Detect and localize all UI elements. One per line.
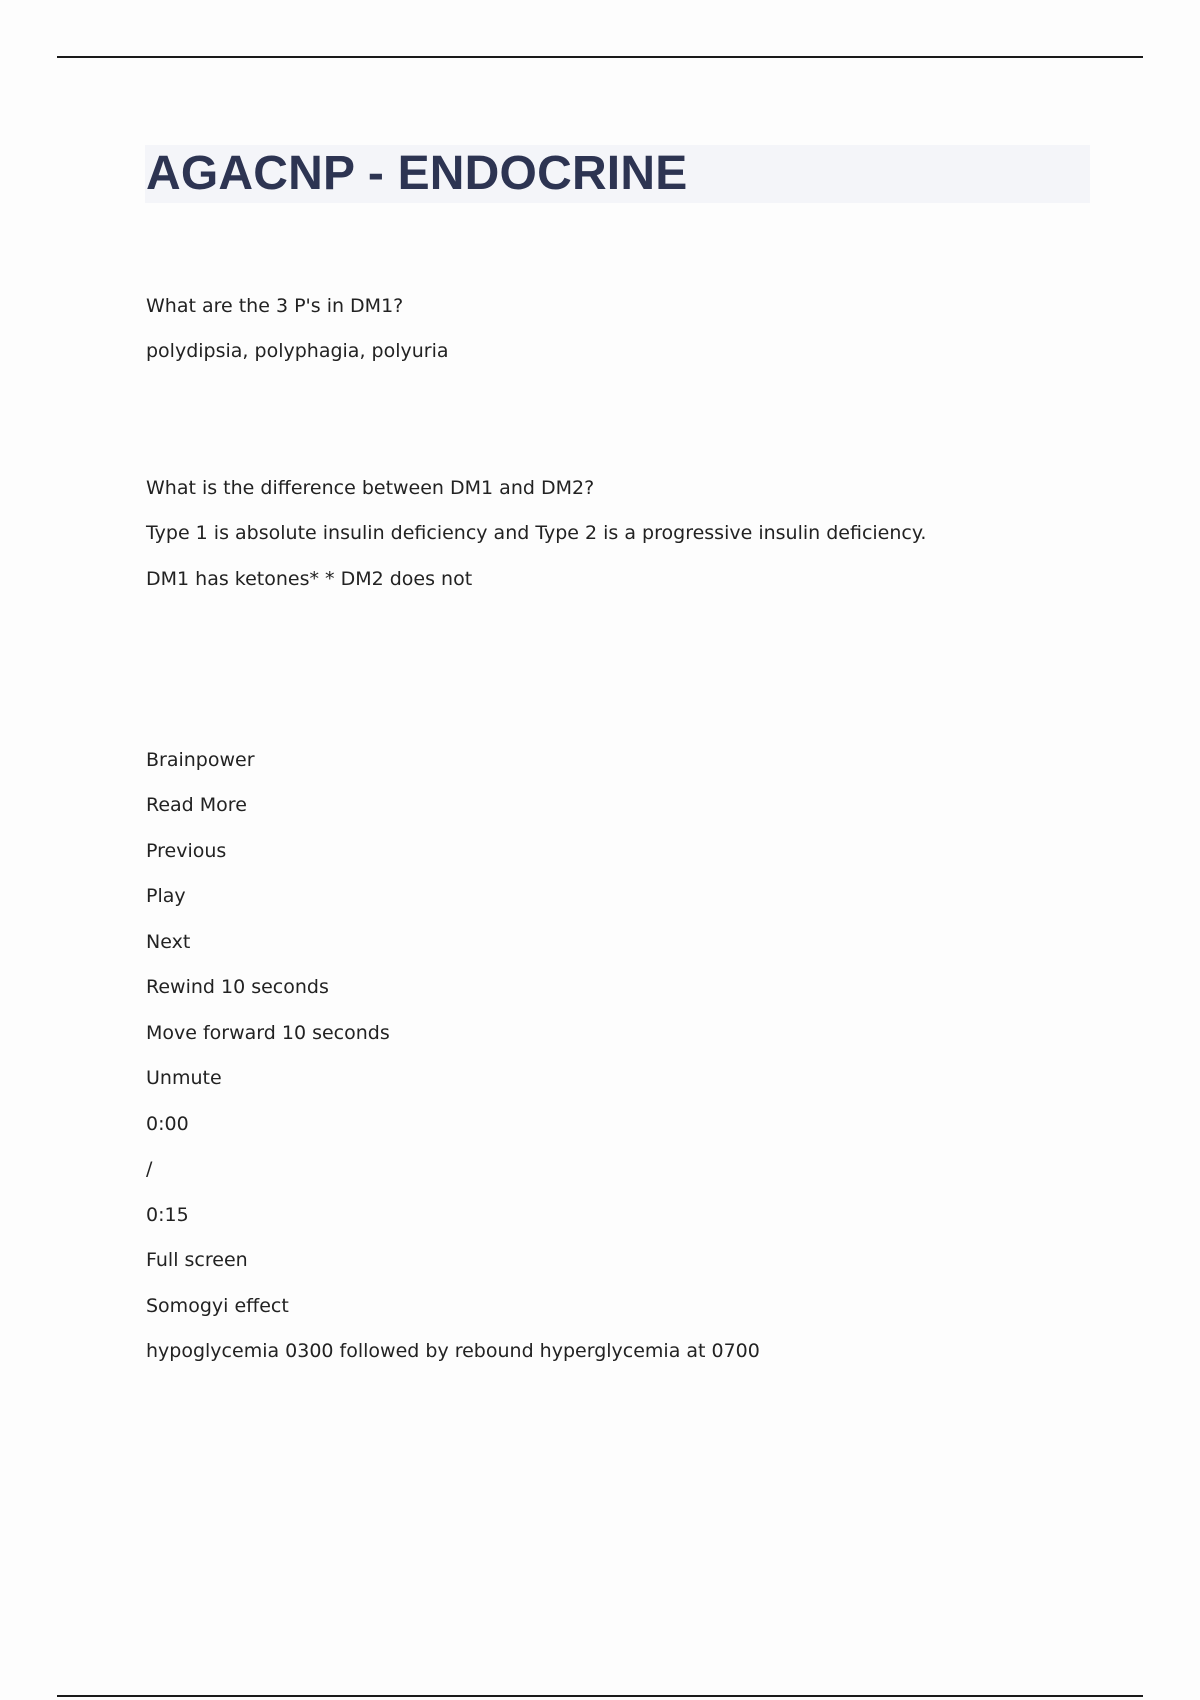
- question-dm1-3ps: What are the 3 P's in DM1?: [146, 295, 404, 317]
- header-rule: [57, 56, 1143, 58]
- answer-dm1-vs-dm2-line-1: Type 1 is absolute insulin deficiency and Type 2 is a progressive insulin deficiency.: [146, 522, 927, 544]
- time-separator-text: /: [146, 1158, 153, 1180]
- brainpower-text: Brainpower: [146, 749, 255, 771]
- read-more-text: Read More: [146, 794, 247, 816]
- full-screen-text: Full screen: [146, 1249, 248, 1271]
- footer-rule: [57, 1695, 1143, 1697]
- duration-text: 0:15: [146, 1204, 189, 1226]
- unmute-text: Unmute: [146, 1067, 222, 1089]
- answer-dm1-vs-dm2-line-2: DM1 has ketones* * DM2 does not: [146, 568, 473, 590]
- answer-somogyi: hypoglycemia 0300 followed by rebound hyperglycemia at 0700: [146, 1340, 760, 1362]
- current-time-text: 0:00: [146, 1113, 189, 1135]
- document-title: AGACNP - ENDOCRINE: [146, 147, 688, 200]
- move-forward-text: Move forward 10 seconds: [146, 1022, 390, 1044]
- question-somogyi: Somogyi effect: [146, 1295, 289, 1317]
- answer-dm1-3ps: polydipsia, polyphagia, polyuria: [146, 340, 449, 362]
- previous-text: Previous: [146, 840, 227, 862]
- question-dm1-vs-dm2: What is the difference between DM1 and DM2?: [146, 477, 595, 499]
- play-text: Play: [146, 885, 186, 907]
- next-text: Next: [146, 931, 191, 953]
- rewind-text: Rewind 10 seconds: [146, 976, 329, 998]
